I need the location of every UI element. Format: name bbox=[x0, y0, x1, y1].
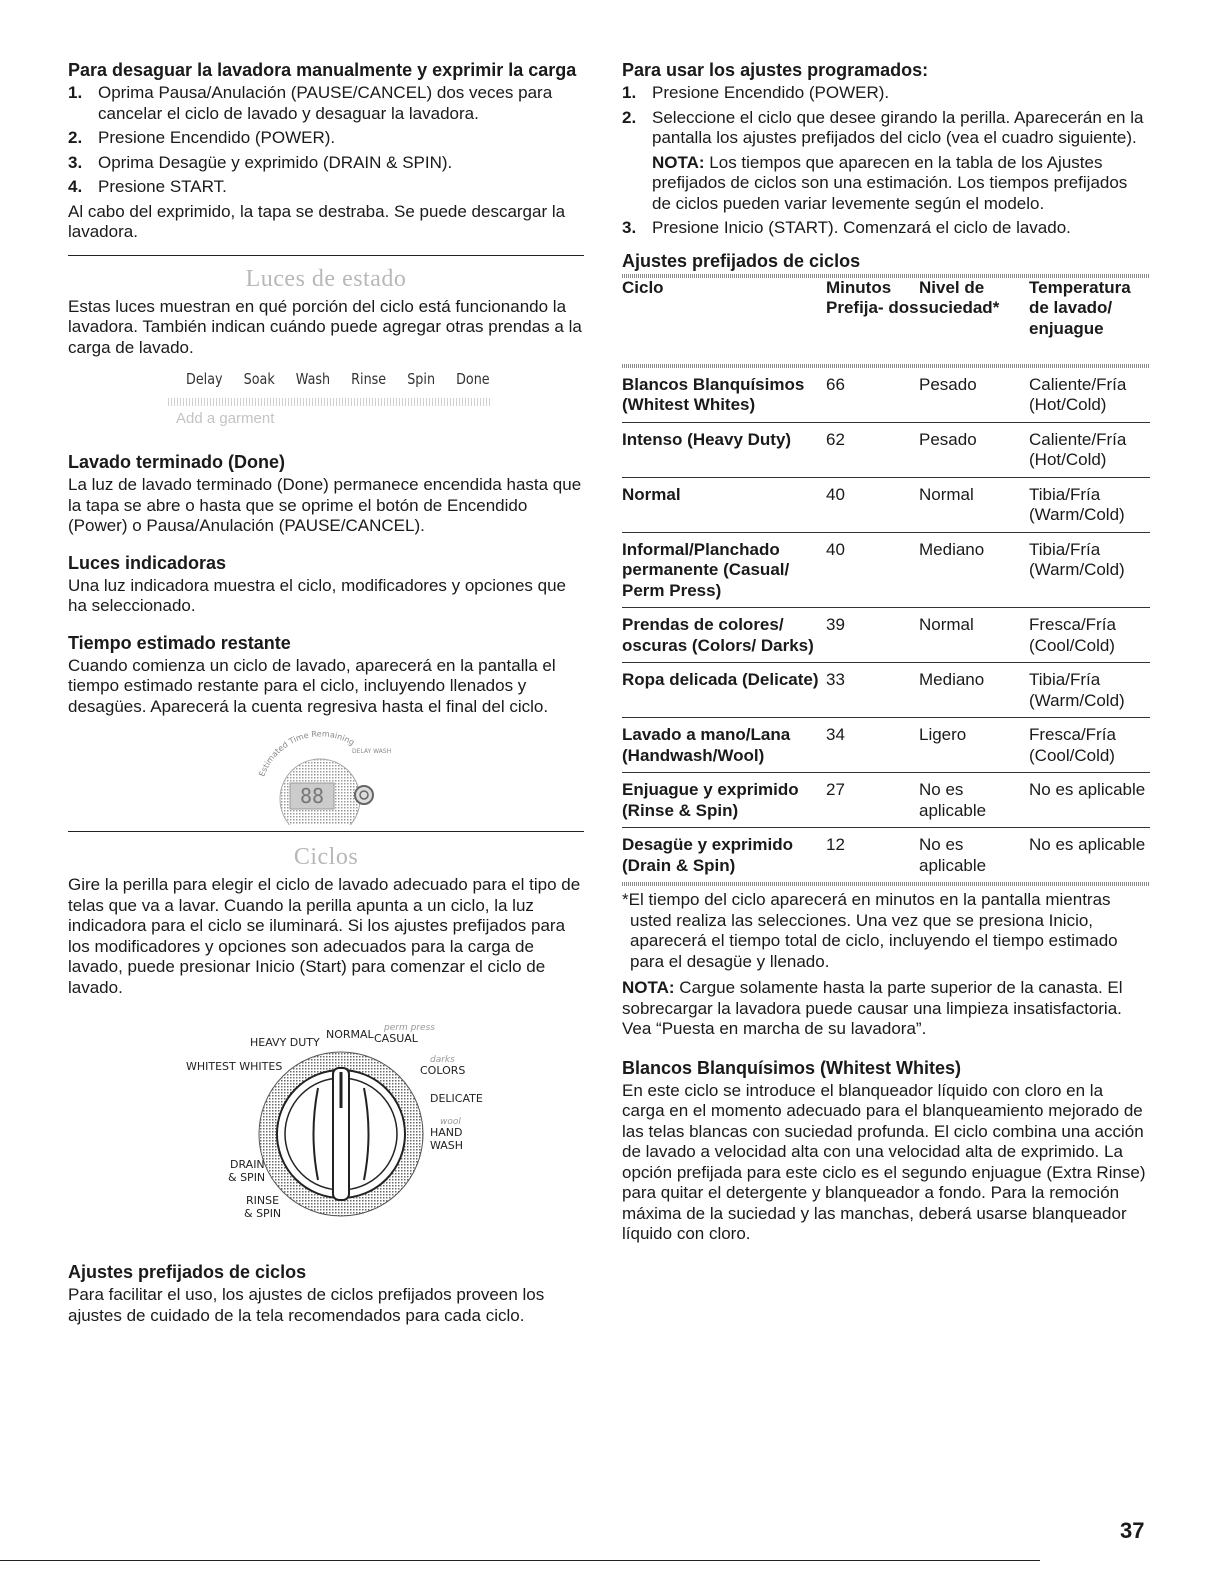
cell-soil: Normal bbox=[919, 608, 1029, 663]
knob-darks: darks bbox=[430, 1055, 455, 1065]
indicators-heading: Luces indicadoras bbox=[68, 552, 227, 573]
cell-temp: No es aplicable bbox=[1029, 773, 1150, 828]
table-row bbox=[622, 477, 1150, 532]
status-light-bar bbox=[168, 398, 490, 406]
col-header-cycle: Ciclo bbox=[622, 277, 664, 297]
done-heading: Lavado terminado (Done) bbox=[68, 452, 286, 472]
table-row bbox=[622, 828, 1150, 883]
step-number: 1. bbox=[622, 83, 637, 102]
table-note bbox=[622, 978, 1150, 1040]
step-number: 2. bbox=[622, 107, 637, 127]
list-item bbox=[622, 83, 1150, 104]
table-header-row bbox=[622, 278, 1150, 364]
display-digits: 88 bbox=[299, 784, 325, 808]
light-delay-label: Delay bbox=[186, 370, 223, 388]
cell-soil: No es aplicable bbox=[919, 773, 1029, 828]
cell-soil: Mediano bbox=[919, 663, 1029, 718]
step-text: Presione START. bbox=[98, 177, 227, 196]
time-text: Cuando comienza un ciclo de lavado, aparecerá en la pantalla el tiempo estimado restante para el ciclo, incluyendo llenados y desagües. Aparecerá la cuenta regresiva hasta el final del ciclo. bbox=[68, 655, 556, 716]
status-lights-title: Luces de estado bbox=[245, 265, 407, 292]
table-row bbox=[622, 718, 1150, 773]
knob-wool: wool bbox=[440, 1117, 461, 1127]
knob-casual: CASUAL bbox=[374, 1032, 418, 1045]
table-bottom-border bbox=[622, 882, 1150, 886]
cell-cycle: Intenso (Heavy Duty) bbox=[622, 422, 826, 477]
left-column bbox=[68, 60, 584, 1326]
light-done-label: Done bbox=[456, 370, 490, 388]
cell-minutes: 66 bbox=[826, 368, 919, 423]
cell-cycle: Prendas de colores/ oscuras (Colors/ Darks) bbox=[622, 608, 826, 663]
cell-minutes: 39 bbox=[826, 608, 919, 663]
cell-soil: Pesado bbox=[919, 422, 1029, 477]
list-item bbox=[68, 83, 584, 124]
note-text: Los tiempos que aparecen en la tabla de los Ajustes prefijados de ciclos son una estimación. Los tiempos prefijados de ciclos pueden variar levemente según el modelo. bbox=[652, 152, 1128, 213]
note-text: Cargue solamente hasta la parte superior de la canasta. El sobrecargar la lavadora puede causar una limpieza insatisfactoria. Vea “Puesta en marcha de su lavadora”. bbox=[622, 978, 1123, 1038]
cell-minutes: 27 bbox=[826, 773, 919, 828]
step-text: Oprima Pausa/Anulación (PAUSE/CANCEL) dos veces para cancelar el ciclo de lavado y desaguar la lavadora. bbox=[98, 83, 553, 123]
whitest-heading: Blancos Blanquísimos (Whitest Whites) bbox=[622, 1057, 962, 1078]
cell-minutes: 34 bbox=[826, 718, 919, 773]
cell-cycle: Blancos Blanquísimos (Whitest Whites) bbox=[622, 368, 826, 423]
table-row bbox=[622, 663, 1150, 718]
use-note bbox=[652, 153, 1150, 215]
knob-perm-press: perm press bbox=[384, 1023, 435, 1033]
cycle-knob-graphic bbox=[68, 1008, 584, 1258]
note-label: NOTA: bbox=[652, 152, 705, 172]
use-heading: Para usar los ajustes programados: bbox=[622, 60, 929, 80]
knob-rinse: RINSE bbox=[246, 1194, 280, 1207]
presets-text: Para facilitar el uso, los ajustes de ciclos prefijados proveen los ajustes de cuidado de la tela recomendados para cada ciclo. bbox=[68, 1285, 545, 1325]
cell-cycle: Lavado a mano/Lana (Handwash/Wool) bbox=[622, 718, 826, 773]
step-text: Presione Inicio (START). Comenzará el ciclo de lavado. bbox=[652, 218, 1071, 237]
whitest-text: En este ciclo se introduce el blanqueador líquido con cloro en la carga en el momento adecuado para el blanqueamiento mejorado de las telas blancas con suciedad profunda. El ciclo combina una acción de lavado a velocidad alta con una velocidad alta de exprimido. La opción prefijada para este ciclo es el segundo enjuague (Extra Rinse) para quitar el detergente y blanqueador a fondo. Para la remoción máxima de la suciedad y las manchas, deberá usarse blanqueador líquido con cloro. bbox=[622, 1080, 1146, 1243]
right-column bbox=[622, 60, 1150, 1245]
cell-cycle: Informal/Planchado permanente (Casual/ Perm Press) bbox=[622, 532, 826, 608]
knob-heavy-duty: HEAVY DUTY bbox=[250, 1036, 320, 1049]
footer-rule bbox=[0, 1560, 1040, 1561]
cell-cycle: Desagüe y exprimido (Drain & Spin) bbox=[622, 835, 794, 875]
step-text: Presione Encendido (POWER). bbox=[98, 128, 336, 147]
presets-heading: Ajustes prefijados de ciclos bbox=[68, 1262, 307, 1282]
cell-soil: No es aplicable bbox=[919, 835, 987, 875]
cycles-title: Ciclos bbox=[293, 844, 359, 870]
cell-temp: Caliente/Fría (Hot/Cold) bbox=[1029, 368, 1150, 423]
step-number: 1. bbox=[68, 83, 83, 102]
cell-cycle: Enjuague y exprimido (Rinse & Spin) bbox=[622, 773, 826, 828]
list-item bbox=[68, 153, 584, 174]
use-steps bbox=[622, 83, 1150, 239]
knob-delicate: DELICATE bbox=[430, 1092, 483, 1105]
time-display-graphic bbox=[68, 729, 584, 825]
status-lights-intro: Estas luces muestran en qué porción del ciclo está funcionando la lavadora. También indican cuándo puede agregar otras prendas a la carga de lavado. bbox=[68, 296, 582, 357]
table-row bbox=[622, 608, 1150, 663]
drain-after: Al cabo del exprimido, la tapa se destraba. Se puede descargar la lavadora. bbox=[68, 201, 566, 241]
status-lights-graphic bbox=[68, 370, 584, 430]
table-footnote: *El tiempo del ciclo aparecerá en minutos en la pantalla mientras usted realiza las selecciones. Una vez que se presiona Inicio, aparecerá el tiempo total de ciclo, incluyendo el tiempo estimado para el desagüe y llenado. bbox=[622, 890, 1118, 971]
delay-wash-label: DELAY WASH bbox=[352, 748, 392, 755]
cell-soil: Mediano bbox=[919, 532, 1029, 608]
page-number: 37 bbox=[1120, 1518, 1145, 1543]
display-arc-label: Estimated Time Remaining bbox=[257, 729, 357, 778]
cell-minutes: 62 bbox=[826, 422, 919, 477]
step-text: Seleccione el ciclo que desee girando la perilla. Aparecerán en la pantalla los ajustes prefijados del ciclo (vea el cuadro siguiente). bbox=[652, 107, 1144, 147]
drain-heading: Para desaguar la lavadora manualmente y exprimir la carga bbox=[68, 60, 577, 80]
step-number: 4. bbox=[68, 177, 83, 196]
done-text: La luz de lavado terminado (Done) permanece encendida hasta que la tapa se abre o hasta que se oprime el botón de Encendido (Power) o Pausa/Anulación (PAUSE/CANCEL). bbox=[68, 475, 582, 535]
indicators-text: Una luz indicadora muestra el ciclo, modificadores y opciones que ha seleccionado. bbox=[68, 575, 566, 615]
light-spin-label: Spin bbox=[407, 370, 436, 388]
light-soak-label: Soak bbox=[243, 370, 275, 388]
step-text: Presione Encendido (POWER). bbox=[652, 83, 890, 102]
table-row bbox=[622, 532, 1150, 608]
cell-temp: Fresca/Fría (Cool/Cold) bbox=[1029, 608, 1150, 663]
drain-steps bbox=[68, 83, 584, 198]
col-header-temp: Temperatura de lavado/ enjuague bbox=[1029, 277, 1131, 338]
cell-cycle: Ropa delicada (Delicate) bbox=[622, 663, 826, 718]
cell-minutes: 33 bbox=[826, 663, 919, 718]
list-item bbox=[622, 218, 1150, 239]
knob-wash: WASH bbox=[430, 1139, 464, 1152]
add-garment-label: Add a garment bbox=[176, 410, 275, 427]
section-divider bbox=[68, 255, 584, 256]
step-number: 3. bbox=[622, 218, 637, 237]
time-heading: Tiempo estimado restante bbox=[68, 632, 291, 653]
cell-soil: Normal bbox=[919, 477, 1029, 532]
cell-cycle: Normal bbox=[622, 477, 826, 532]
section-divider bbox=[68, 831, 584, 832]
cell-soil: Ligero bbox=[919, 718, 1029, 773]
knob-colors: COLORS bbox=[420, 1064, 466, 1077]
list-item bbox=[68, 177, 584, 198]
knob-whitest-whites: WHITEST WHITES bbox=[186, 1060, 283, 1073]
knob-hand: HAND bbox=[430, 1126, 463, 1139]
knob-drain: DRAIN bbox=[230, 1158, 265, 1171]
light-rinse-label: Rinse bbox=[351, 370, 387, 388]
list-item bbox=[68, 128, 584, 149]
table-row bbox=[622, 773, 1150, 828]
step-number: 2. bbox=[68, 128, 83, 147]
cycles-text: Gire la perilla para elegir el ciclo de lavado adecuado para el tipo de telas que va a lavar. Cuando la perilla apunta a un ciclo, la luz indicadora para el ciclo se iluminará. Si los ajustes prefijados para los modificadores y opciones son adecuados para la carga de lavado, puede presionar Inicio (Start) para comenzar el ciclo de lavado. bbox=[68, 875, 581, 997]
cycle-presets-table bbox=[622, 278, 1150, 883]
table-row bbox=[622, 368, 1150, 423]
cell-temp: No es aplicable bbox=[1029, 835, 1146, 854]
step-number: 3. bbox=[68, 152, 83, 172]
cell-temp: Fresca/Fría (Cool/Cold) bbox=[1029, 718, 1150, 773]
col-header-minutes: Minutos Prefija- dos bbox=[826, 277, 919, 317]
cell-temp: Tibia/Fría (Warm/Cold) bbox=[1029, 477, 1150, 532]
cell-minutes: 40 bbox=[826, 477, 919, 532]
cell-temp: Tibia/Fría (Warm/Cold) bbox=[1029, 532, 1150, 608]
list-item bbox=[622, 108, 1150, 215]
cell-temp: Caliente/Fría (Hot/Cold) bbox=[1029, 422, 1150, 477]
status-light-labels bbox=[186, 370, 500, 388]
knob-rinse-spin: & SPIN bbox=[244, 1207, 282, 1220]
cell-minutes: 40 bbox=[826, 532, 919, 608]
cell-minutes: 12 bbox=[826, 835, 845, 854]
cell-soil: Pesado bbox=[919, 368, 1029, 423]
time-display-icon bbox=[68, 729, 584, 825]
light-wash-label: Wash bbox=[295, 370, 331, 388]
table-heading: Ajustes prefijados de ciclos bbox=[622, 250, 861, 271]
note-label: NOTA: bbox=[622, 978, 675, 997]
knob-normal: NORMAL bbox=[326, 1028, 374, 1041]
cycle-knob-icon bbox=[68, 1008, 584, 1258]
step-text: Oprima Desagüe y exprimido (DRAIN & SPIN). bbox=[98, 152, 453, 172]
col-header-soil: Nivel de suciedad* bbox=[919, 277, 1000, 317]
knob-drain-spin: & SPIN bbox=[228, 1171, 266, 1184]
table-row bbox=[622, 422, 1150, 477]
cell-temp: Tibia/Fría (Warm/Cold) bbox=[1029, 663, 1150, 718]
